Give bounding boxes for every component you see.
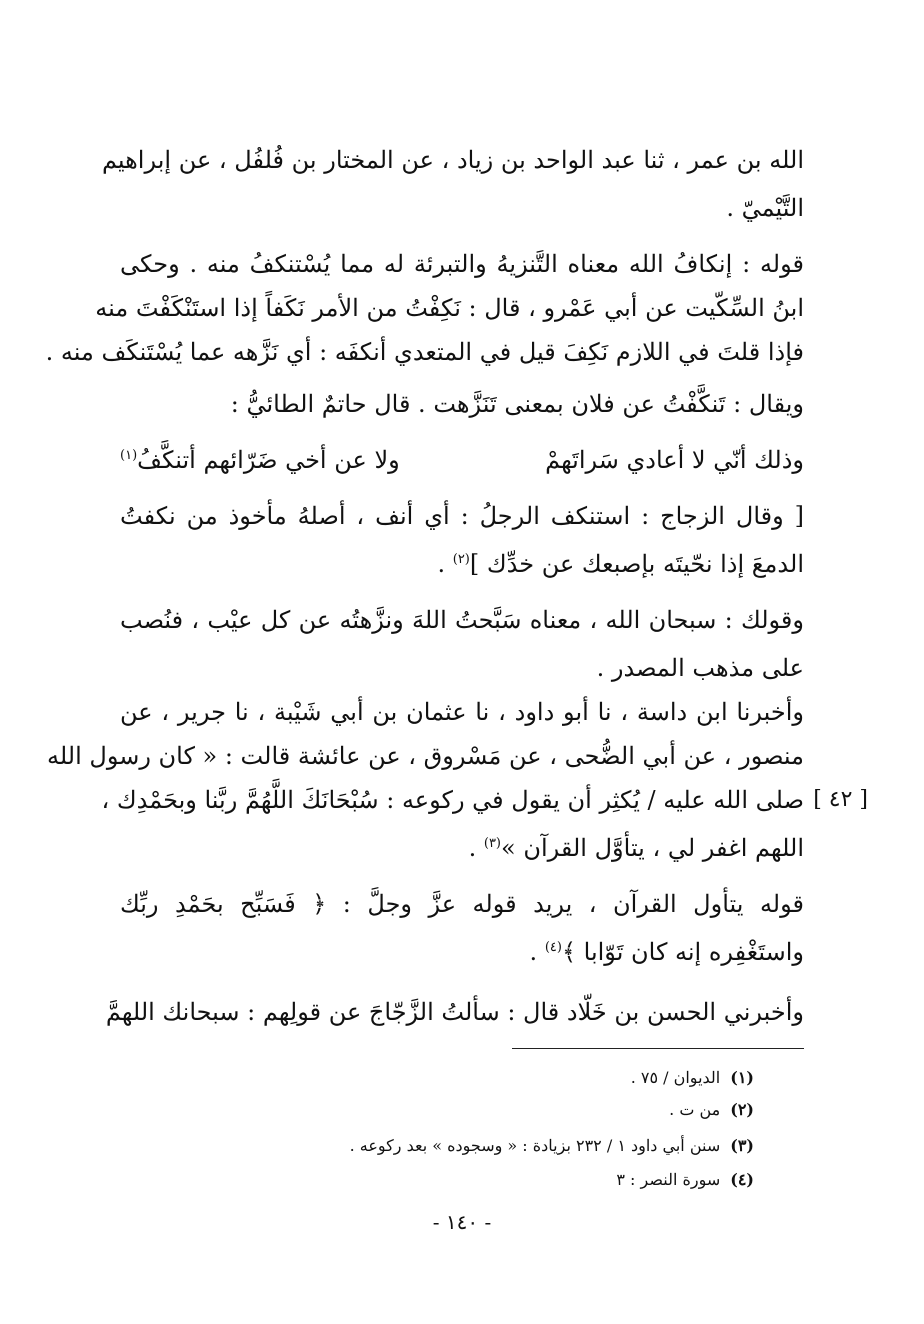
text-line: وأخبرني الحسن بن خَلّاد قال : سألتُ الزَّجّاجَ عن قولِهم : سبحانك اللهمَّ (105, 998, 804, 1026)
punctuation: . (529, 938, 545, 966)
text-line (120, 932, 804, 972)
poetry-verse (120, 440, 804, 480)
verse-second-hemistich (120, 440, 400, 480)
footnote-text: سورة النصر : ٣ (616, 1170, 721, 1189)
punctuation: . (437, 550, 453, 578)
text-line: وقولك : سبحان الله ، معناه سَبَّحتُ اللهَ ونزَّهتُه عن كل عيْب ، فنُصب (120, 606, 804, 634)
text-line: ابنُ السِّكّيت عن أبي عَمْرو ، قال : نَكِفْتُ من الأمر نَكَفاً إذا استَنْكَفْتَ منه (95, 294, 804, 322)
margin-page-reference: [ ٤٢ ] (813, 787, 868, 812)
text-line: الله بن عمر ، ثنا عبد الواحد بن زياد ، عن المختار بن فُلفُل ، عن إبراهيم (101, 146, 804, 174)
footnote-number: (٢) (730, 1100, 754, 1119)
text-line: صلى الله عليه / يُكثِر أن يقول في ركوعه : سُبْحَانَكَ اللَّهُمَّ ربَّنا وبحَمْدِك ، (101, 786, 804, 814)
text-line-content: واستَغْفِره إنه كان تَوّابا ﴾ (561, 938, 804, 966)
verse-first-hemistich: وذلك أنّي لا أعادي سَراتَهمْ (545, 446, 804, 474)
text-line (120, 544, 804, 584)
footnote (114, 1064, 754, 1092)
footnote-number: (٣) (730, 1136, 754, 1155)
text-line: قوله يتأول القرآن ، يريد قوله عزَّ وجلَّ : ﴿ فَسَبِّح بحَمْدِ ربِّك (120, 890, 804, 918)
footnote-ref: (٤) (544, 940, 562, 955)
footnote-ref: (٣) (483, 836, 501, 851)
footnote (114, 1166, 754, 1194)
footnote-text: الديوان / ٧٥ . (630, 1068, 721, 1087)
text-line: منصور ، عن أبي الضُّحى ، عن مَسْروق ، عن عائشة قالت : « كان رسول الله (46, 742, 804, 770)
footnote-number: (٤) (730, 1170, 754, 1189)
text-line-content: اللهم اغفر لي ، يتأوَّل القرآن » (501, 834, 804, 862)
punctuation: . (468, 834, 484, 862)
page-number: - ١٤٠ - (432, 1210, 492, 1234)
footnote-number: (١) (730, 1068, 754, 1087)
footnote-separator (512, 1048, 804, 1049)
text-line: فإذا قلتَ في اللازم نَكِفَ قيل في المتعدي أنكفَه : أي نَزَّهه عما يُسْتَنكَف منه . (45, 338, 804, 366)
footnote (114, 1096, 754, 1124)
footnote-text: سنن أبي داود ١ / ٢٣٢ بزيادة : « وسجوده » بعد ركوعه . (349, 1136, 721, 1155)
text-line-content: الدمعَ إذا نحّيتَه بإصبعك عن خدِّك ] (469, 550, 804, 578)
text-line: ويقال : تَنكَّفْتُ عن فلان بمعنى تَنَزَّهت . قال حاتمٌ الطائيُّ : (230, 390, 804, 418)
footnote-ref: (١) (120, 448, 138, 463)
verse-second-hemistich-text: ولا عن أخي ضَرّائهم أتنكَّفُ (137, 446, 400, 474)
text-line: قوله : إنكافُ الله معناه التَّنزيهُ والتبرئة له مما يُسْتنكفُ منه . وحكى (120, 250, 804, 278)
text-line: وأخبرنا ابن داسة ، نا أبو داود ، نا عثمان بن أبي شَيْبة ، نا جرير ، عن (120, 698, 804, 726)
footnote-text: من ت . (669, 1100, 721, 1119)
text-line: التَّيْميّ . (726, 194, 804, 222)
footnote-ref: (٢) (452, 552, 470, 567)
text-line: على مذهب المصدر . (596, 654, 804, 682)
text-line (120, 828, 804, 868)
text-line: [ وقال الزجاج : استنكف الرجلُ : أي أنف ، أصلهُ مأخوذ من نكفتُ (120, 502, 804, 530)
footnote (114, 1132, 754, 1160)
